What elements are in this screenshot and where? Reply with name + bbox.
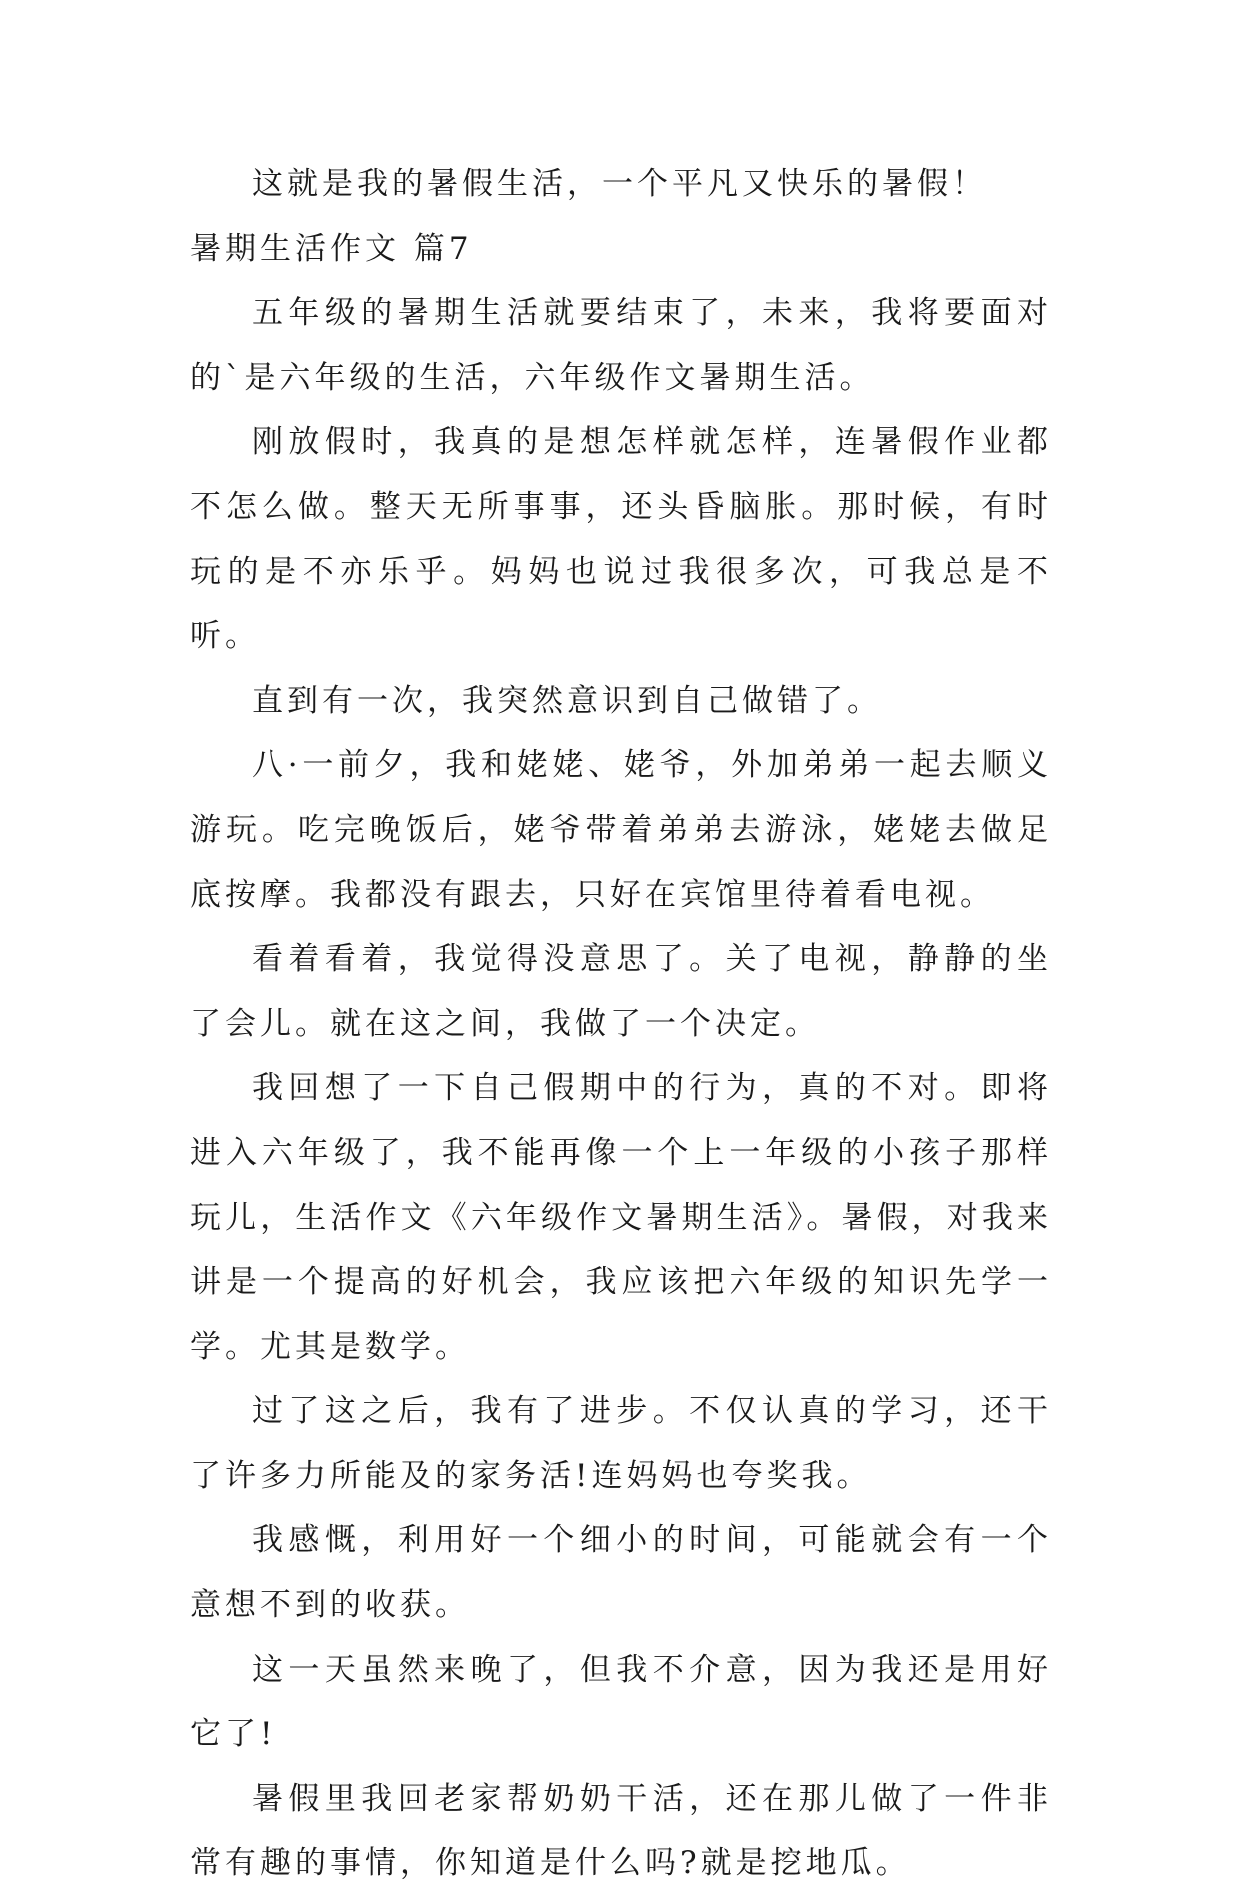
paragraph: 直到有一次，我突然意识到自己做错了。 [252, 682, 882, 719]
paragraph: 我回想了一下自己假期中的行为，真的不对。即将进入六年级了，我不能再像一个上一年级的小孩子那样玩儿，生活作文《六年级作文暑期生活》。暑假，对我来讲是一个提高的好机会，我应该把六年级的知识先学一学。尤其是数学。 [190, 1070, 1052, 1365]
paragraph: 这一天虽然来晚了，但我不介意，因为我还是用好它了! [190, 1651, 1052, 1753]
paragraph: 过了这之后，我有了进步。不仅认真的学习，还干了许多力所能及的家务活!连妈妈也夸奖我。 [190, 1393, 1052, 1494]
paragraph: 暑假里我回老家帮奶奶干活，还在那儿做了一件非常有趣的事情，你知道是什么吗?就是挖地瓜。 [190, 1780, 1052, 1882]
paragraph: 我感慨，利用好一个细小的时间，可能就会有一个意想不到的收获。 [190, 1522, 1052, 1624]
paragraph: 刚放假时，我真的是想怎样就怎样，连暑假作业都不怎么做。整天无所事事，还头昏脑胀。那时候，有时玩的是不亦乐乎。妈妈也说过我很多次，可我总是不听。 [190, 424, 1052, 655]
paragraph: 八·一前夕，我和姥姥、姥爷，外加弟弟一起去顺义游玩。吃完晚饭后，姥爷带着弟弟去游泳，姥姥去做足底按摩。我都没有跟去，只好在宾馆里待着看电视。 [190, 747, 1052, 913]
document-body [190, 152, 1052, 1896]
paragraph: 这就是我的暑假生活，一个平凡又快乐的暑假！ [252, 166, 987, 202]
paragraph: 看着看着，我觉得没意思了。关了电视，静静的坐了会儿。就在这之间，我做了一个决定。 [190, 941, 1052, 1042]
section-heading: 暑期生活作文 篇7 [190, 230, 473, 267]
paragraph: 五年级的暑期生活就要结束了，未来，我将要面对的`是六年级的生活，六年级作文暑期生活。 [190, 295, 1052, 396]
